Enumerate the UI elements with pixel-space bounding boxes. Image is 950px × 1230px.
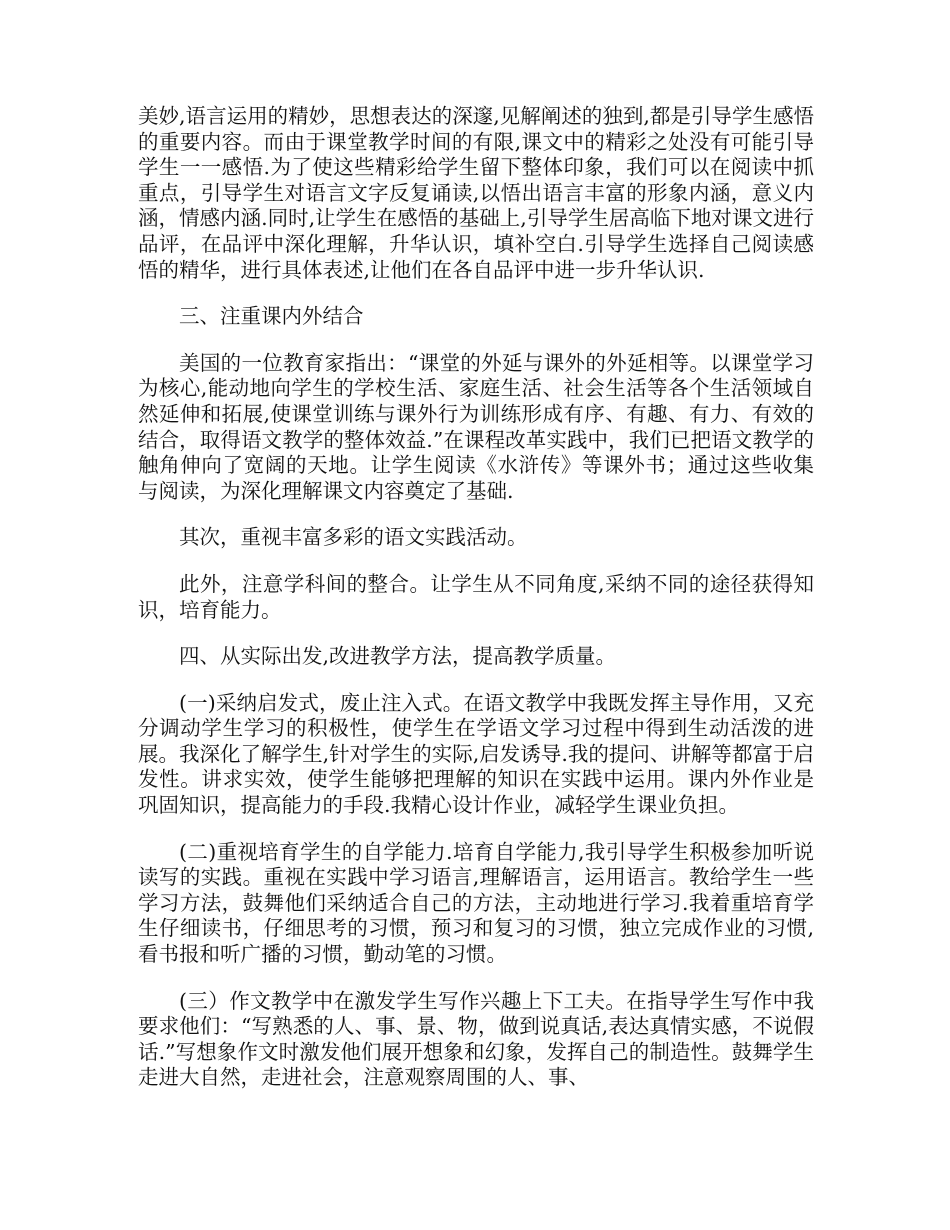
paragraph-course-integration: 美国的一位教育家指出：“课堂的外延与课外的外延相等。以课堂学习为核心,能动地向学生的学校生活、家庭生活、社会生活等各个生活领域自然延伸和拓展,使课堂训练与课外行为训练形成有序、有趣、有力、有效的结合，取得语文教学的整体效益.”在课程改革实践中，我们已把语文教学的触角伸向了宽阔的天地。让学生阅读《水浒传》等课外书；通过这些收集与阅读，为深化理解课文内容奠定了基础. <box>138 350 814 503</box>
paragraph-subject-integration: 此外，注意学科间的整合。让学生从不同角度,采纳不同的途径获得知识，培育能力。 <box>138 571 814 622</box>
section-heading-4: 四、从实际出发,改进教学方法，提高教学质量。 <box>179 644 617 669</box>
paragraph-continued: 美妙,语言运用的精妙，思想表达的深邃,见解阐述的独到,都是引导学生感悟的重要内容。而由于课堂教学时间的有限,课文中的精彩之处没有可能引导学生一一感悟.为了使这些精彩给学生留下整体印象，我们可以在阅读中抓重点，引导学生对语言文字反复诵读,以悟出语言丰富的形象内涵，意义内涵，情感内涵.同时,让学生在感悟的基础上,引导学生居高临下地对课文进行品评，在品评中深化理解，升华认识，填补空白.引导学生选择自己阅读感悟的精华，进行具体表述,让他们在各自品评中进一步升华认识. <box>138 104 814 282</box>
paragraph-practice-activities: 其次，重视丰富多彩的语文实践活动。 <box>179 525 528 550</box>
paragraph-writing-teaching: (三）作文教学中在激发学生写作兴趣上下工夫。在指导学生写作中我要求他们：“写熟悉的人、事、景、物，做到说真话,表达真情实感，不说假话.”写想象作文时激发他们展开想象和幻象，发挥自己的制造性。鼓舞学生走进大自然，走进社会，注意观察周围的人、事、 <box>138 988 814 1090</box>
paragraph-self-study: (二)重视培育学生的自学能力.培育自学能力,我引导学生积极参加听说读写的实践。重视在实践中学习语言,理解语言，运用语言。教给学生一些学习方法，鼓舞他们采纳适合自己的方法，主动地进行学习.我着重培育学生仔细读书，仔细思考的习惯，预习和复习的习惯，独立完成作业的习惯,看书报和听广播的习惯，勤动笔的习惯。 <box>138 839 814 967</box>
section-heading-3: 三、注重课内外结合 <box>179 304 364 329</box>
paragraph-heuristic-method: (一)采纳启发式，废止注入式。在语文教学中我既发挥主导作用，又充分调动学生学习的积极性，使学生在学语文学习过程中得到生动活泼的进展。我深化了解学生,针对学生的实际,启发诱导.我的提问、讲解等都富于启发性。讲求实效，使学生能够把理解的知识在实践中运用。课内外作业是巩固知识，提高能力的手段.我精心设计作业，减轻学生课业负担。 <box>138 690 814 818</box>
document-page <box>138 104 814 1112</box>
